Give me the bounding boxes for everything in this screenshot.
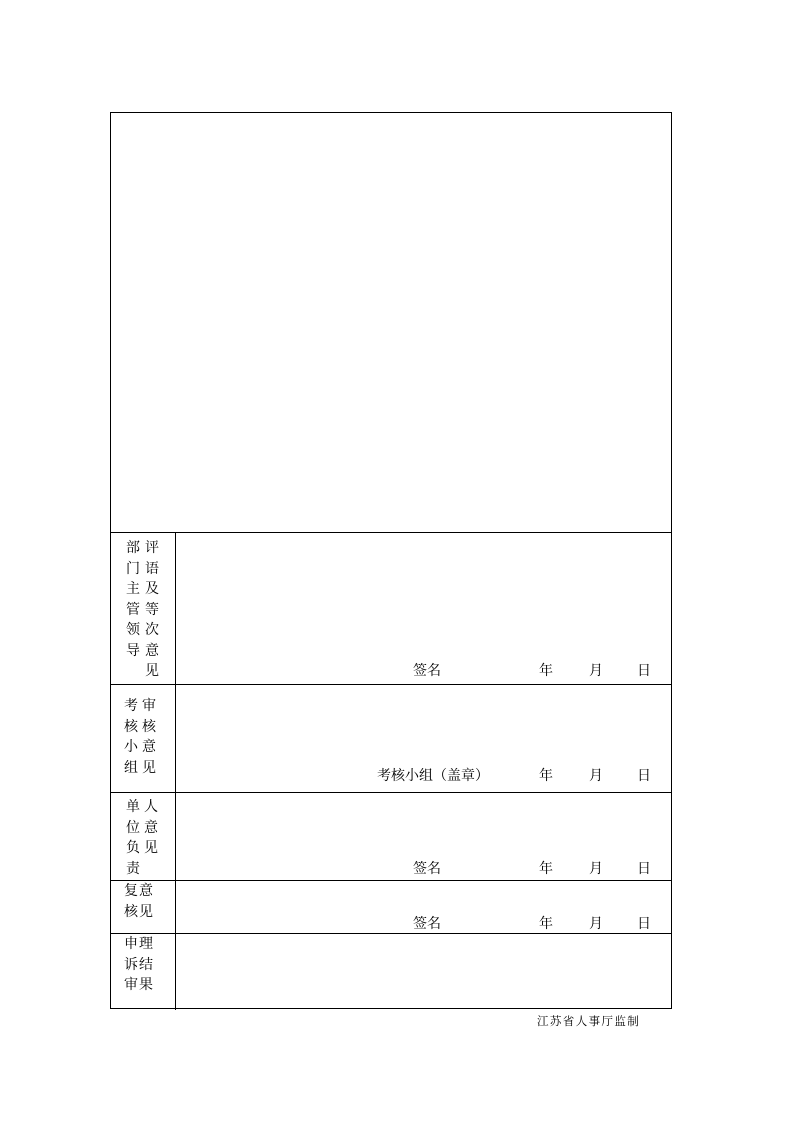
label-char: 核 <box>124 903 138 920</box>
label-char: 位 <box>126 819 140 836</box>
label-char: 领 <box>126 622 140 638</box>
label-col-2 <box>143 797 159 859</box>
year-label: 年 <box>539 861 553 877</box>
label-char: 审 <box>142 698 156 714</box>
year-label: 年 <box>539 663 553 679</box>
label-col-2 <box>138 934 154 996</box>
label-char: 诉 <box>124 956 138 973</box>
label-char: 语 <box>145 560 159 577</box>
day-label: 日 <box>637 916 651 932</box>
label-dept-leader <box>111 532 176 684</box>
label-col-1 <box>125 797 141 879</box>
label-char: 管 <box>126 601 140 618</box>
comment-area <box>111 113 671 533</box>
label-char: 复 <box>124 883 138 899</box>
label-char: 导 <box>126 642 140 659</box>
label-char: 核 <box>124 718 138 735</box>
label-char: 等 <box>145 601 159 618</box>
label-col-1 <box>123 696 139 778</box>
label-review-group <box>111 685 176 792</box>
label-char: 见 <box>142 759 156 776</box>
day-label: 日 <box>637 663 651 679</box>
footer-issuer: 江苏省人事厅监制 <box>537 1014 641 1028</box>
label-char: 审 <box>124 977 138 993</box>
label-char: 门 <box>126 560 140 577</box>
label-char: 见 <box>144 840 158 856</box>
label-char: 意 <box>145 642 159 659</box>
year-label: 年 <box>539 916 553 932</box>
month-label: 月 <box>589 768 603 784</box>
label-char: 单 <box>126 799 140 815</box>
label-char: 见 <box>145 663 159 679</box>
day-label: 日 <box>637 768 651 784</box>
month-label: 月 <box>589 916 603 932</box>
label-char: 次 <box>145 622 159 638</box>
label-char: 主 <box>126 581 140 597</box>
label-col-2 <box>141 696 157 778</box>
label-char: 责 <box>126 860 140 877</box>
signature-label: 签名 <box>413 663 441 679</box>
signature-label: 签名 <box>413 861 441 877</box>
label-recheck <box>111 881 176 933</box>
label-char: 考 <box>124 698 138 714</box>
label-char: 意 <box>139 883 153 899</box>
label-char: 负 <box>126 840 140 856</box>
month-label: 月 <box>589 663 603 679</box>
label-char: 见 <box>139 903 153 920</box>
label-unit-head <box>111 793 176 880</box>
label-char: 核 <box>142 718 156 735</box>
label-char: 理 <box>139 936 153 952</box>
label-char: 小 <box>124 739 138 755</box>
row-dept-leader <box>111 532 671 685</box>
label-char: 意 <box>144 819 158 836</box>
label-char: 申 <box>124 936 138 952</box>
label-col-1 <box>125 538 141 661</box>
label-char: 果 <box>139 977 153 993</box>
label-appeal <box>111 934 176 1010</box>
label-char: 结 <box>139 956 153 973</box>
label-col-1 <box>123 934 139 996</box>
row-unit-head <box>111 793 671 881</box>
label-char: 意 <box>142 739 156 755</box>
label-col-1 <box>123 881 139 922</box>
month-label: 月 <box>589 861 603 877</box>
signature-label: 考核小组（盖章） <box>377 768 489 784</box>
row-recheck <box>111 881 671 934</box>
label-char: 及 <box>145 581 159 597</box>
day-label: 日 <box>637 861 651 877</box>
label-col-2 <box>144 538 160 682</box>
row-appeal <box>111 934 671 1010</box>
signature-label: 签名 <box>413 916 441 932</box>
label-col-2 <box>138 881 154 922</box>
label-char: 部 <box>126 540 140 556</box>
year-label: 年 <box>539 768 553 784</box>
row-review-group <box>111 685 671 793</box>
label-char: 评 <box>145 540 159 556</box>
label-char: 组 <box>124 759 138 776</box>
assessment-form <box>110 112 672 1009</box>
label-char: 人 <box>144 799 158 815</box>
